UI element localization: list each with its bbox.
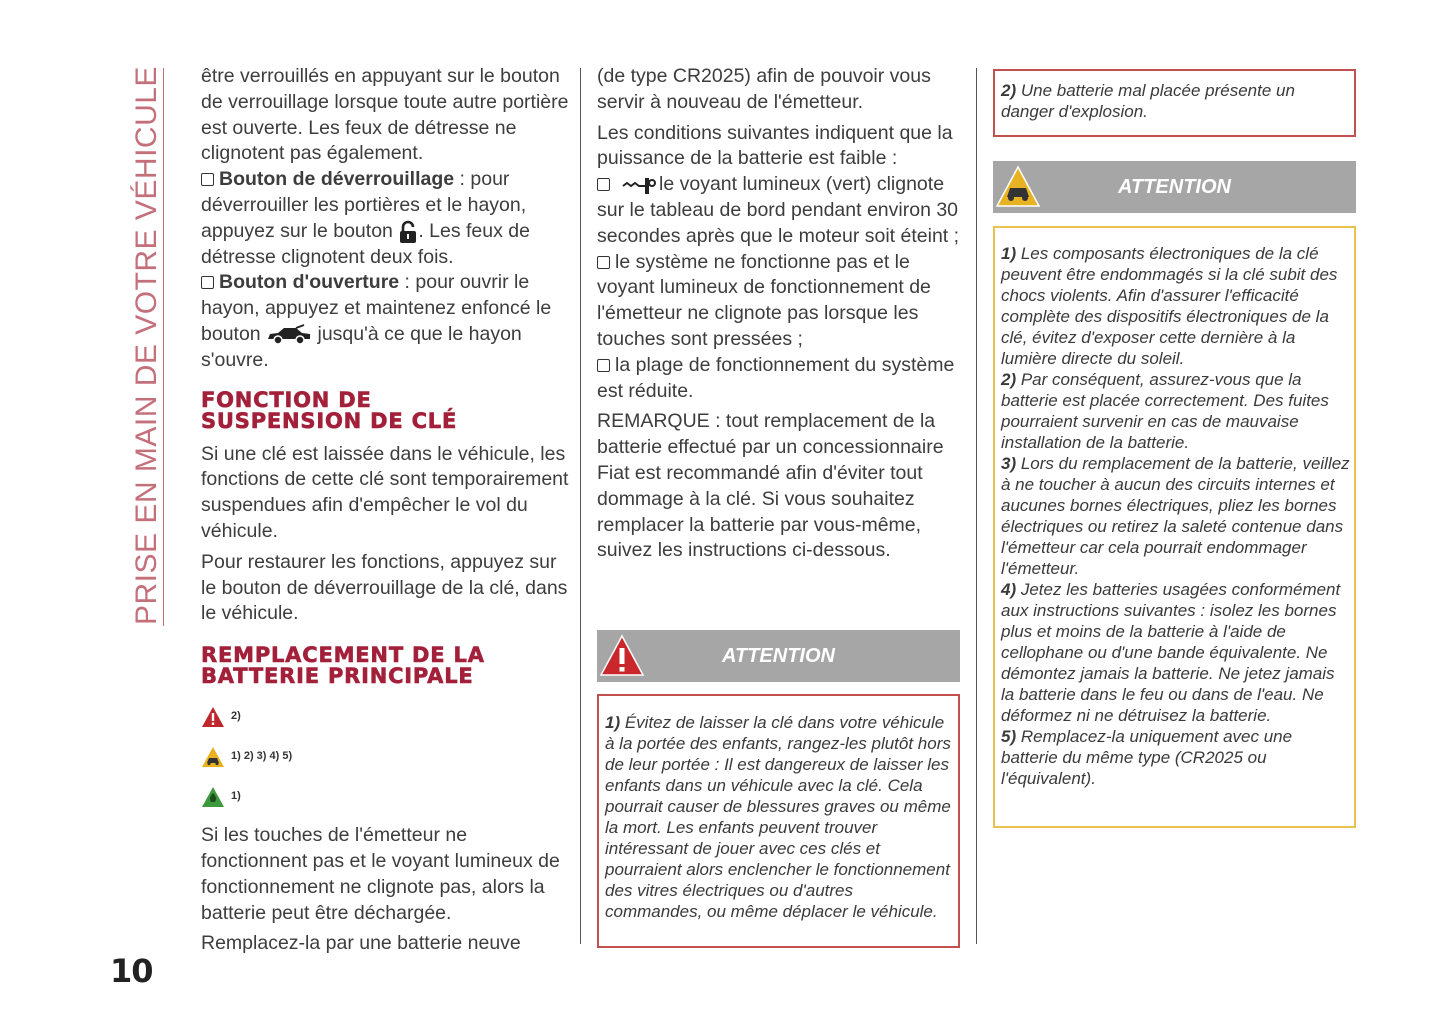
attention-header-red bbox=[597, 630, 960, 682]
note-text: Remplacez-la uniquement avec une batterie du même type (CR2025 ou l'équivalent). bbox=[1001, 727, 1293, 788]
paragraph: Si une clé est laissée dans le véhicule, les fonctions de cette clé sont temporairement suspendues afin d'empêcher le vol du véhicule. bbox=[201, 442, 569, 542]
note-number: 4) bbox=[1001, 580, 1017, 599]
list-item bbox=[597, 172, 965, 249]
open-button-item bbox=[201, 270, 571, 373]
column-divider bbox=[580, 68, 581, 944]
note-number: 2) bbox=[1001, 370, 1017, 389]
item-label: Bouton d'ouverture bbox=[219, 271, 400, 294]
note-item bbox=[1001, 243, 1350, 369]
heading-line: BATTERIE PRINCIPALE bbox=[201, 664, 474, 689]
page-number: 10 bbox=[110, 952, 153, 990]
attention-header-yellow bbox=[993, 161, 1356, 213]
unlock-button-item bbox=[201, 167, 571, 270]
item-text: . Les feux de détresse clignotent deux fois. bbox=[201, 219, 530, 268]
attention-note-yellow bbox=[993, 226, 1356, 828]
attention-note-red bbox=[597, 694, 960, 948]
warning-triangle-yellow-icon bbox=[201, 746, 225, 768]
paragraph: Les conditions suivantes indiquent que la puissance de la batterie est faible : bbox=[597, 121, 953, 170]
checkbox-bullet-icon bbox=[201, 276, 214, 289]
checkbox-bullet-icon bbox=[597, 256, 610, 269]
warning-triangle-green-icon bbox=[201, 786, 225, 808]
warning-ref-green bbox=[201, 777, 571, 817]
note-item bbox=[1001, 726, 1350, 789]
key-indicator-icon bbox=[621, 174, 657, 196]
item-text: la plage de fonctionnement du système est réduite. bbox=[597, 353, 955, 402]
warning-triangle-red-icon bbox=[201, 706, 225, 728]
heading-line: REMPLACEMENT DE LA bbox=[201, 643, 485, 668]
column-1 bbox=[201, 64, 571, 962]
item-text: le système ne fonctionne pas et le voyant lumineux de fonctionnement de l'émetteur ne clignote pas lorsque les touches sont pressées ; bbox=[597, 250, 931, 350]
heading-key-suspension bbox=[201, 387, 571, 433]
checkbox-bullet-icon bbox=[597, 178, 610, 191]
note-number: 1) bbox=[605, 713, 621, 732]
checkbox-bullet-icon bbox=[201, 173, 214, 186]
note-text: Les composants électroniques de la clé peuvent être endommagés si la clé subit des chocs violents. Afin d'assurer l'efficacité complète des dispositifs électroniques de la clé, évitez d'exposer cette dernière à la lumière directe du soleil. bbox=[1001, 244, 1338, 368]
note-number: 5) bbox=[1001, 727, 1017, 746]
checkbox-bullet-icon bbox=[597, 359, 610, 372]
warning-ref-yellow bbox=[201, 737, 571, 777]
reference-numbers: 1) 2) 3) 4) 5) bbox=[231, 750, 293, 763]
car-trunk-icon bbox=[266, 324, 312, 346]
paragraph: REMARQUE : tout remplacement de la batterie effectué par un concessionnaire Fiat est recommandé afin d'éviter tout dommage à la clé. Si vous souhaitez remplacer la batterie par vous-même, suivez les instructions ci-dessous. bbox=[597, 410, 944, 562]
item-text: le voyant lumineux (vert) clignote sur le tableau de bord pendant environ 30 secondes après que le moteur soit éteint ; bbox=[597, 173, 960, 247]
list-item bbox=[597, 353, 965, 405]
note-number: 3) bbox=[1001, 454, 1017, 473]
list-item bbox=[597, 250, 965, 353]
paragraph: (de type CR2025) afin de pouvoir vous servir à nouveau de l'émetteur. bbox=[597, 65, 931, 113]
note-text: Jetez les batteries usagées conformément aux instructions suivantes : isolez les bornes plus et moins de la batterie à l'aide de cellophane ou d'une bande équivalente. Ne démontez jamais la batterie. Ne jetez jamais la batterie dans le feu ou dans de l'eau. Ne déformez ni ne détruisez la batterie. bbox=[1001, 580, 1341, 725]
note-item bbox=[1001, 453, 1350, 579]
sidebar-rule bbox=[163, 68, 164, 626]
item-label: Bouton de déverrouillage bbox=[219, 168, 455, 191]
paragraph: Pour restaurer les fonctions, appuyez sur le bouton de déverrouillage de la clé, dans le véhicule. bbox=[201, 550, 568, 625]
heading-battery-replacement bbox=[201, 645, 571, 687]
note-text: Lors du remplacement de la batterie, veillez à ne toucher à aucun des circuits internes et aucunes bornes électriques, pliez les bornes électriques ou retirez la saleté contenue dans l'émetteur car cela pourrait endommager l'émetteur. bbox=[1001, 454, 1350, 578]
reference-numbers: 1) bbox=[231, 790, 241, 803]
column-2 bbox=[597, 64, 965, 569]
heading-line: FONCTION DE bbox=[201, 387, 372, 412]
column-divider bbox=[976, 68, 977, 944]
section-title-vertical: PRISE EN MAIN DE VOTRE VÉHICULE bbox=[130, 66, 163, 625]
danger-note bbox=[993, 69, 1356, 137]
note-item bbox=[1001, 579, 1350, 726]
warning-ref-red bbox=[201, 697, 571, 737]
note-item bbox=[1001, 369, 1350, 453]
padlock-open-icon bbox=[398, 220, 418, 244]
note-text: Évitez de laisser la clé dans votre véhicule à la portée des enfants, rangez-les plutôt hors de leur portée : Il est dangereux de laisser les enfants dans un véhicule avec la clé. Cela pourrait causer de blessures graves ou même la mort. Les enfants peuvent trouver intéressant de jouer avec ces clés et pourraient alors enclencher le fonctionnement des vitres électriques ou d'autres commandes, ou même déplacer le véhicule. bbox=[605, 713, 951, 921]
attention-label: ATTENTION bbox=[1118, 176, 1231, 198]
item-text: : pour ouvrir le hayon, appuyez et maintenez enfoncé le bouton bbox=[201, 271, 552, 345]
paragraph: être verrouillés en appuyant sur le bouton de verrouillage lorsque toute autre portière est ouverte. Les feux de détresse ne clignotent pas également. bbox=[201, 65, 569, 165]
heading-line: SUSPENSION DE CLÉ bbox=[201, 408, 458, 433]
item-text: : pour déverrouiller les portières et le hayon, appuyez sur le bouton bbox=[201, 168, 527, 242]
paragraph: Si les touches de l'émetteur ne fonctionnent pas et le voyant lumineux de fonctionnement ne clignote pas, alors la batterie peut être déchargée. bbox=[201, 824, 560, 924]
reference-numbers: 2) bbox=[231, 710, 241, 723]
note-text: Par conséquent, assurez-vous que la batterie est placée correctement. Des fuites pourraient survenir en cas de mauvaise installation de la batterie. bbox=[1001, 370, 1329, 452]
item-text: jusqu'à ce que le hayon s'ouvre. bbox=[201, 322, 522, 371]
note-number: 1) bbox=[1001, 244, 1017, 263]
note-text: Une batterie mal placée présente un danger d'explosion. bbox=[1001, 81, 1295, 121]
note-number: 2) bbox=[1001, 81, 1017, 100]
paragraph: Remplacez-la par une batterie neuve bbox=[201, 932, 521, 955]
attention-label: ATTENTION bbox=[722, 645, 835, 667]
